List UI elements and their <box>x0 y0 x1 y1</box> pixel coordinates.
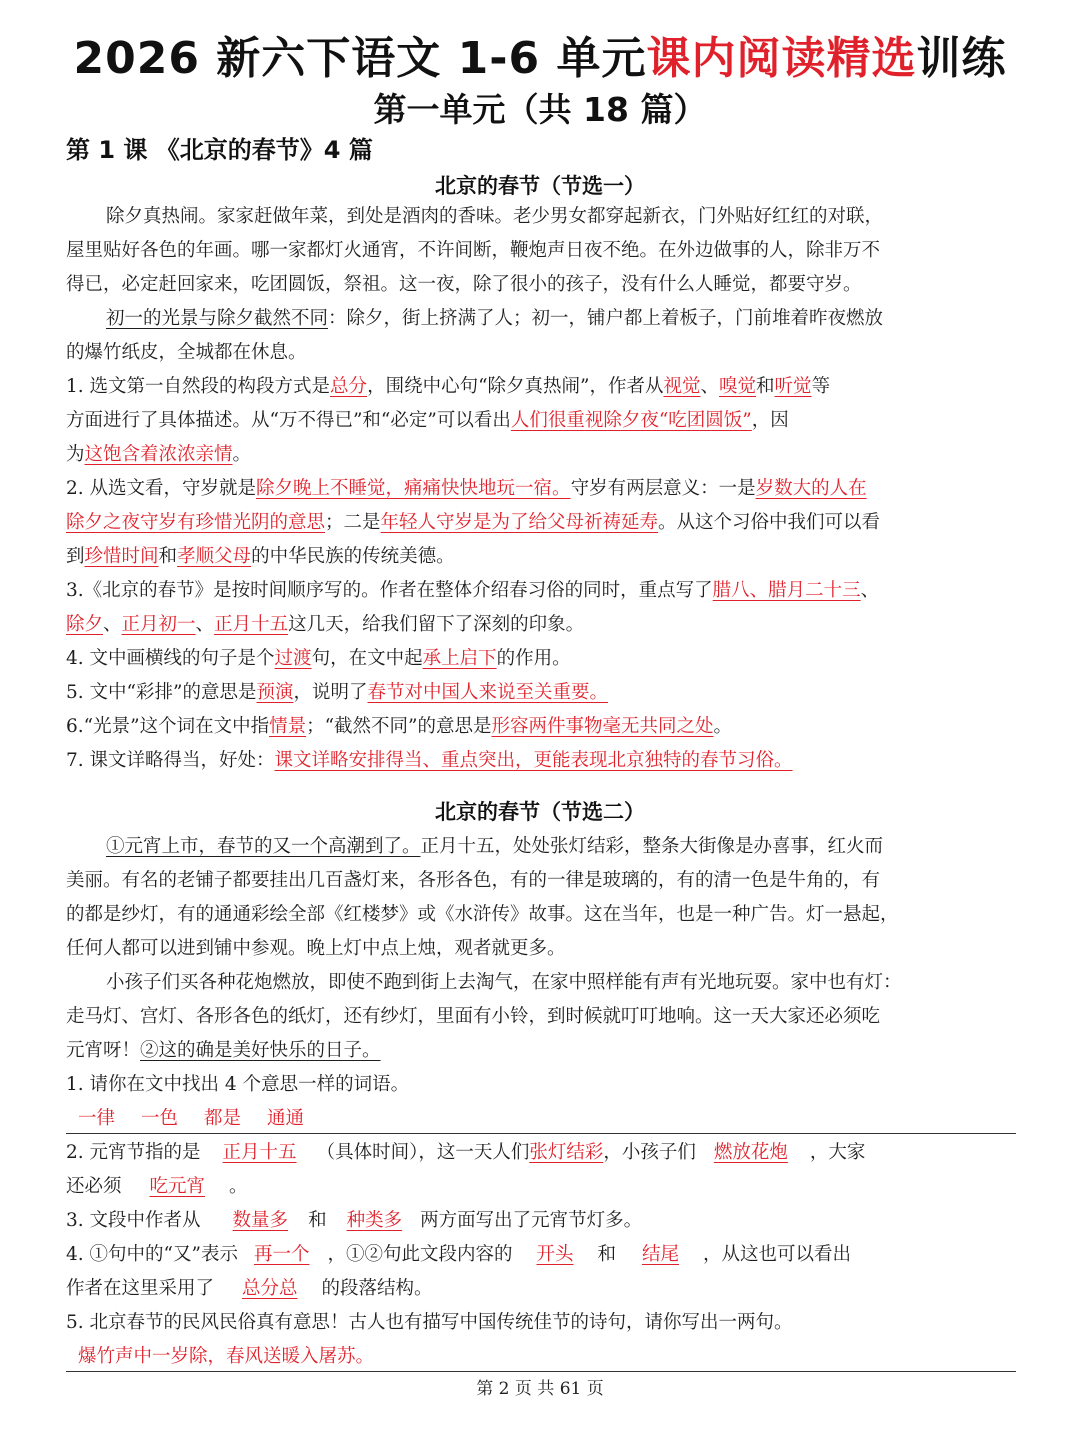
answer: 爆竹声中一岁除，春风送暖入屠苏。 <box>78 1346 375 1367</box>
text: 元宵呀！ <box>66 1040 141 1061</box>
text: 还必须 <box>66 1176 122 1197</box>
answer: 听觉 <box>774 376 812 397</box>
s2-question-5: 5. 北京春节的民风民俗真有意思！古人也有描写中国传统佳节的诗句，请你写出一两句。 <box>66 1312 793 1333</box>
answer: 人们很重视除夕夜“吃团圆饭” <box>510 410 752 431</box>
title-part-red: 课内阅读精选 <box>646 33 917 84</box>
answer: 正月十五 <box>214 614 289 635</box>
text: 3.《北京的春节》是按时间顺序写的。作者在整体介绍春习俗的同时，重点写了 <box>66 580 713 601</box>
s2-paragraph1-line: 的都是纱灯，有的通通彩绘全部《红楼梦》或《水浒传》故事。这在当年，也是一种广告。灯一悬起， <box>66 904 899 925</box>
answer: 结尾 <box>642 1244 680 1265</box>
answer: 春节对中国人来说至关重要。 <box>367 682 608 703</box>
answer: 除夕之夜守岁有珍惜光阴的意思 <box>66 512 326 533</box>
text: ，因 <box>751 410 789 431</box>
title-part-suffix: 训练 <box>916 33 1007 84</box>
answer: 预演 <box>256 682 294 703</box>
text: 3. 文段中作者从 <box>66 1210 201 1231</box>
text: 、 <box>700 376 720 397</box>
s1-paragraph2-line: 的爆竹纸皮，全城都在休息。 <box>66 342 307 363</box>
text: 的段落结构。 <box>321 1278 433 1299</box>
text: 为 <box>66 444 85 465</box>
s1-question-3-cont <box>66 608 1016 642</box>
text: 1. 选文第一自然段的构段方式是 <box>66 376 331 397</box>
answer: 通通 <box>267 1108 305 1129</box>
s1-question-5 <box>66 676 1016 710</box>
answer: 正月初一 <box>121 614 196 635</box>
s2-question-4 <box>66 1238 1016 1272</box>
page-title <box>0 22 1080 86</box>
answer: 数量多 <box>232 1210 289 1231</box>
answer: 张灯结彩 <box>529 1142 604 1163</box>
answer: 总分总 <box>242 1278 298 1299</box>
s1-question-6 <box>66 710 1016 744</box>
answer: 岁数大的人在 <box>755 478 867 499</box>
text: 。 <box>713 716 733 737</box>
answer: 孝顺父母 <box>177 546 252 567</box>
s1-paragraph1-line: 得已，必定赶回家来，吃团圆饭，祭祖。这一夜，除了很小的孩子，没有什么人睡觉，都要守岁。 <box>66 274 862 295</box>
text: 和 <box>308 1210 327 1231</box>
answer: 再一个 <box>253 1244 310 1265</box>
text: 的作用。 <box>496 648 571 669</box>
text: 、 <box>860 580 880 601</box>
text: ，说明了 <box>293 682 368 703</box>
text: ，①②句此文段内容的 <box>327 1244 513 1265</box>
answer: 嗅觉 <box>719 376 757 397</box>
s1-question-1-cont <box>66 404 1016 438</box>
answer: 课文详略安排得当、重点突出，更能表现北京独特的春节习俗。 <box>274 750 793 771</box>
s1-question-2-cont <box>66 506 1016 540</box>
answer: 除夕晚上不睡觉，痛痛快快地玩一宿。 <box>256 478 571 499</box>
s1-paragraph1-line: 屋里贴好各色的年画。哪一家都灯火通宵，不许间断，鞭炮声日夜不绝。在外边做事的人，除非万不 <box>66 240 881 261</box>
text: 、 <box>103 614 122 635</box>
text: 。 <box>232 444 252 465</box>
answer: 这饱含着浓浓亲情 <box>84 444 233 465</box>
answer: 除夕 <box>66 614 104 635</box>
answer: 吃元宵 <box>149 1176 206 1197</box>
text: 这几天，给我们留下了深刻的印象。 <box>288 614 585 635</box>
s1-paragraph2-line <box>66 302 1016 336</box>
answer: 承上启下 <box>422 648 497 669</box>
text: ，大家 <box>809 1142 866 1163</box>
answer: 腊八、腊月二十三 <box>712 580 861 601</box>
text: 。从这个习俗中我们可以看 <box>658 512 881 533</box>
text: （具体时间），这一天人们 <box>316 1142 530 1163</box>
answer: 视觉 <box>663 376 701 397</box>
answer: 燃放花炮 <box>713 1142 788 1163</box>
text: 守岁有两层意义：一是 <box>570 478 756 499</box>
s2-question-4-cont <box>66 1272 1016 1306</box>
text: 2. 从选文看，守岁就是 <box>66 478 257 499</box>
s1-question-3 <box>66 574 1016 608</box>
s2-paragraph2-line: 走马灯、宫灯、各形各色的纸灯，还有纱灯，里面有小铃，到时候就叮叮地响。这一天大家还必须吃 <box>66 1006 881 1027</box>
text: ：除夕，街上挤满了人；初一，铺户都上着板子，门前堆着昨夜燃放 <box>328 308 884 329</box>
text: ，围绕中心句“除夕真热闹”，作者从 <box>367 376 664 397</box>
text: 作者在这里采用了 <box>66 1278 215 1299</box>
s1-question-7 <box>66 744 1016 778</box>
answer: 都是 <box>204 1108 242 1129</box>
text: 7. 课文详略得当，好处： <box>66 750 275 771</box>
text: 句，在文中起 <box>311 648 423 669</box>
text: ，从这也可以看出 <box>703 1244 852 1265</box>
text: 、 <box>195 614 215 635</box>
text: 和 <box>756 376 775 397</box>
text: ；二是 <box>325 512 381 533</box>
s1-question-1 <box>66 370 1016 404</box>
text: ；“截然不同”的意思是 <box>306 716 492 737</box>
s2-question-1: 1. 请你在文中找出 4 个意思一样的词语。 <box>66 1074 410 1095</box>
answer: 年轻人守岁是为了给父母祈祷延寿 <box>380 512 659 533</box>
s2-paragraph2-line <box>66 1034 1016 1068</box>
text: 到 <box>66 546 85 567</box>
s2-question-2 <box>66 1136 1016 1170</box>
s1-question-2 <box>66 472 1016 506</box>
s1-paragraph1-line: 除夕真热闹。家家赶做年菜，到处是酒肉的香味。老少男女都穿起新衣，门外贴好红红的对联， <box>106 206 884 227</box>
text: 4. ①句中的“又”表示 <box>66 1244 238 1265</box>
answer: 总分 <box>330 376 368 397</box>
sentence-1: ①元宵上市，春节的又一个高潮到了。 <box>106 836 421 857</box>
answer: 过渡 <box>274 648 312 669</box>
text: 4. 文中画横线的句子是个 <box>66 648 275 669</box>
text: 两方面写出了元宵节灯多。 <box>420 1210 643 1231</box>
answer: 开头 <box>536 1244 574 1265</box>
text: 的中华民族的传统美德。 <box>251 546 455 567</box>
unit-subtitle: 第一单元（共 18 篇） <box>373 90 707 129</box>
transition-sentence: 初一的光景与除夕截然不同 <box>106 308 329 329</box>
s2-paragraph1-line: 任何人都可以进到铺中参观。晚上灯中点上烛，观者就更多。 <box>66 938 566 959</box>
text: 等 <box>811 376 831 397</box>
sentence-2: ②这的确是美好快乐的日子。 <box>140 1040 381 1061</box>
text: 2. 元宵节指的是 <box>66 1142 201 1163</box>
answer: 珍惜时间 <box>84 546 159 567</box>
answer: 一律 <box>78 1108 116 1129</box>
s1-question-1-cont <box>66 438 1016 472</box>
answer: 一色 <box>141 1108 179 1129</box>
answer: 情景 <box>269 716 307 737</box>
s2-question-1-answer-line <box>66 1102 1016 1134</box>
answer: 形容两件事物毫无共同之处 <box>491 716 714 737</box>
s1-question-2-cont <box>66 540 1016 574</box>
section2-title: 北京的春节（节选二） <box>435 800 645 824</box>
text: 5. 文中“彩排”的意思是 <box>66 682 257 703</box>
s2-paragraph2-line: 小孩子们买各种花炮燃放，即使不跑到街上去淘气，在家中照样能有声有光地玩耍。家中也有灯： <box>106 972 902 993</box>
text: 6.“光景”这个词在文中指 <box>66 716 270 737</box>
answer: 正月十五 <box>222 1142 297 1163</box>
text: 正月十五，处处张灯结彩，整条大街像是办喜事，红火而 <box>420 836 884 857</box>
s2-paragraph1-line: 美丽。有名的老铺子都要挂出几百盏灯来，各形各色，有的一律是玻璃的，有的清一色是牛角的，有 <box>66 870 881 891</box>
lesson-heading: 第 1 课 《北京的春节》4 篇 <box>66 136 373 164</box>
s2-question-5-answer-line <box>66 1340 1016 1372</box>
answer: 种类多 <box>346 1210 403 1231</box>
section1-title: 北京的春节（节选一） <box>435 174 645 198</box>
s2-paragraph1-line <box>66 830 1016 864</box>
text: 和 <box>158 546 178 567</box>
text: 和 <box>597 1244 617 1265</box>
text: 。 <box>229 1176 248 1197</box>
text: ，小孩子们 <box>603 1142 696 1163</box>
s2-question-3 <box>66 1204 1016 1238</box>
text: 方面进行了具体描述。从“万不得已”和“必定”可以看出 <box>66 410 511 431</box>
s2-question-2-cont <box>66 1170 1016 1204</box>
title-part-black: 2026 新六下语文 1-6 单元 <box>73 33 647 84</box>
page-number: 第 2 页 共 61 页 <box>476 1379 604 1399</box>
s1-question-4 <box>66 642 1016 676</box>
